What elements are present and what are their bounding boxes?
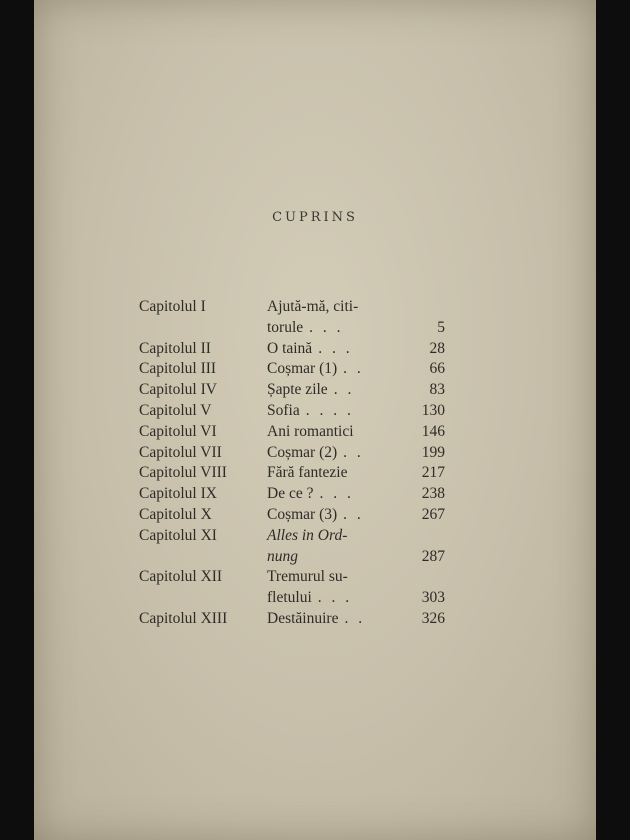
chapter-label: Capitolul X — [139, 505, 212, 523]
chapter-title: Fără fantezie — [267, 464, 348, 482]
page-number: 83 — [429, 381, 445, 399]
chapter-label: Capitolul I — [139, 298, 206, 315]
toc-entry-line — [139, 567, 449, 588]
toc-entry-line — [139, 339, 449, 360]
chapter-title: Sofia — [267, 401, 300, 419]
toc-entry-line — [139, 463, 449, 484]
page-number: 326 — [421, 609, 445, 627]
toc-entry-line — [139, 609, 449, 630]
chapter-label: Capitolul XII — [139, 568, 223, 586]
toc-entry-line — [139, 318, 449, 339]
leader-dots: . . — [343, 443, 364, 461]
leader-dots: . . . . — [305, 401, 354, 419]
leader-dots: . . . — [319, 485, 354, 503]
leader-dots: . . — [344, 609, 366, 627]
chapter-title: fletului — [267, 589, 312, 607]
leader-dots: . . . — [309, 318, 344, 336]
toc-entry-line — [139, 380, 449, 401]
chapter-label: Capitolul VII — [139, 443, 222, 461]
chapter-title: Coșmar (2) — [267, 443, 338, 461]
toc-entry-line — [139, 297, 449, 318]
chapter-title: Coșmar (3) — [267, 505, 338, 523]
page-number: 5 — [437, 318, 445, 336]
toc-entry-line — [139, 505, 449, 526]
page-number: 130 — [421, 401, 445, 419]
chapter-title: De ce ? — [267, 485, 314, 503]
leader-dots: . . . — [318, 339, 353, 357]
chapter-title: O taină — [267, 339, 313, 357]
chapter-title: Ajută-mă, citi- — [267, 298, 359, 315]
chapter-label: Capitolul III — [139, 360, 217, 378]
table-of-contents — [139, 297, 449, 630]
page-number: 287 — [421, 547, 445, 565]
book-page — [34, 0, 596, 840]
chapter-label: Capitolul VI — [139, 422, 217, 440]
chapter-title: torule — [267, 318, 304, 336]
page-number: 267 — [421, 505, 445, 523]
toc-entry-line — [139, 526, 449, 547]
toc-entry-line — [139, 588, 449, 609]
page-number: 28 — [429, 339, 445, 357]
toc-entry-line — [139, 422, 449, 443]
chapter-label: Capitolul IV — [139, 381, 217, 399]
page-number: 66 — [429, 360, 445, 378]
page-number: 303 — [421, 589, 445, 607]
toc-entry-line — [139, 484, 449, 505]
chapter-title: Alles in Ord- — [267, 526, 348, 544]
toc-entry-line — [139, 359, 449, 380]
toc-entry-line — [139, 547, 449, 568]
chapter-label: Capitolul XI — [139, 526, 217, 544]
page-title: CUPRINS — [272, 210, 358, 225]
chapter-title: nung — [267, 547, 298, 565]
toc-entry-line — [139, 401, 449, 422]
chapter-label: Capitolul VIII — [139, 464, 227, 482]
chapter-label: Capitolul V — [139, 401, 212, 419]
chapter-title: Coșmar (1) — [267, 360, 338, 378]
page-number: 217 — [421, 464, 445, 482]
chapter-label: Capitolul II — [139, 339, 211, 357]
toc-entry-line — [139, 443, 449, 464]
chapter-title: Destăinuire — [267, 609, 339, 627]
chapter-title: Tremurul su- — [267, 568, 348, 586]
chapter-title: Ani romantici — [267, 422, 354, 440]
leader-dots: . . . — [317, 589, 353, 607]
chapter-label: Capitolul XIII — [139, 609, 228, 627]
leader-dots: . . — [333, 381, 355, 399]
page-number: 238 — [421, 485, 445, 503]
leader-dots: . . — [343, 505, 364, 523]
chapter-title: Șapte zile — [267, 381, 328, 399]
page-number: 199 — [421, 443, 445, 461]
page-number: 146 — [421, 422, 445, 440]
chapter-label: Capitolul IX — [139, 485, 217, 503]
leader-dots: . . — [343, 360, 364, 378]
